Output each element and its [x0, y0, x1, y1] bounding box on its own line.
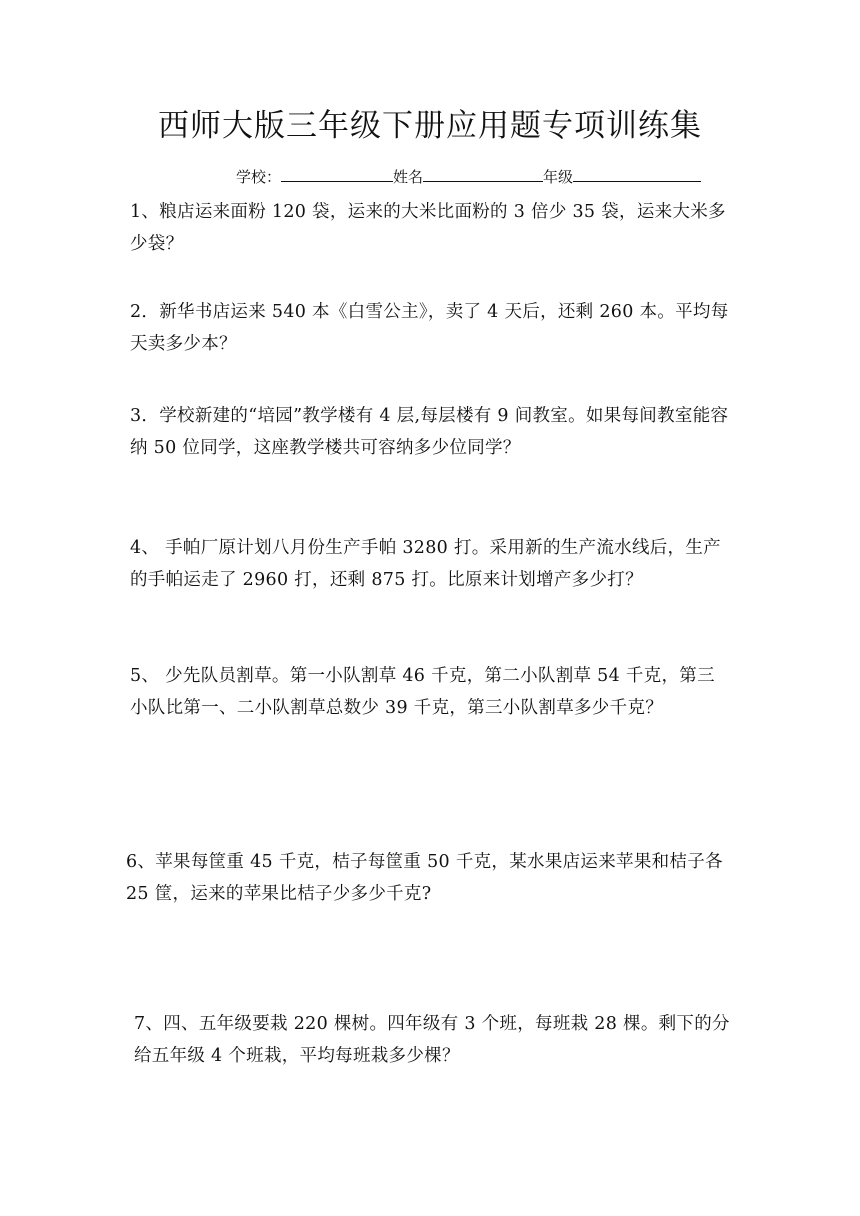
question-4: 4、 手帕厂原计划八月份生产手帕 3280 打。采用新的生产流水线后，生产的手帕运走了 2960 打，还剩 875 打。比原来计划增产多少打？	[130, 538, 721, 590]
name-blank	[423, 167, 543, 182]
school-label: 学校：	[236, 168, 282, 186]
grade-label: 年级	[543, 168, 574, 186]
name-label: 姓名	[393, 168, 424, 186]
school-blank	[281, 167, 393, 182]
document-title: 西师大版三年级下册应用题专项训练集	[158, 108, 702, 144]
student-info-line	[236, 166, 701, 188]
question-6: 6、苹果每筐重 45 千克，桔子每筐重 50 千克，某水果店运来苹果和桔子各 25 筐，运来的苹果比桔子少多少千克?	[126, 852, 729, 904]
question-1: 1、粮店运来面粉 120 袋，运来的大米比面粉的 3 倍少 35 袋，运来大米多少袋？	[130, 202, 726, 254]
question-5: 5、 少先队员割草。第一小队割草 46 千克，第二小队割草 54 千克，第三小队比第一、二小队割草总数少 39 千克，第三小队割草多少千克？	[130, 666, 715, 718]
question-2: 2．新华书店运来 540 本《白雪公主》，卖了 4 天后，还剩 260 本。平均每天卖多少本？	[130, 302, 729, 354]
question-7: 7、四、五年级要栽 220 棵树。四年级有 3 个班，每班栽 28 棵。剩下的分给五年级 4 个班栽，平均每班栽多少棵？	[134, 1014, 730, 1066]
question-3: 3．学校新建的“培园”教学楼有 4 层,每层楼有 9 间教室。如果每间教室能容纳 50 位同学，这座教学楼共可容纳多少位同学？	[130, 406, 729, 458]
grade-blank	[573, 167, 701, 182]
